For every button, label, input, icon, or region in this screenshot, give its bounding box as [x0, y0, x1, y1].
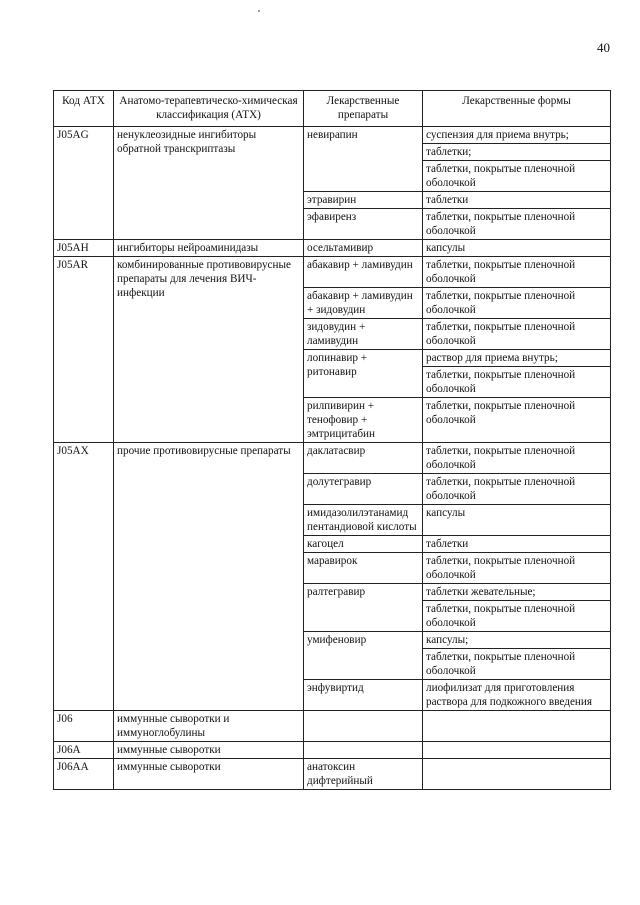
drug-name	[304, 742, 423, 759]
dosage-form: раствор для приема внутрь;	[423, 350, 611, 367]
atx-classification: иммунные сыворотки и иммуноглобулины	[114, 711, 304, 742]
drug-name: лопинавир + ритонавир	[304, 350, 423, 398]
dosage-form: таблетки;	[423, 144, 611, 161]
dosage-form: капсулы	[423, 505, 611, 536]
dosage-form	[423, 759, 611, 790]
atx-code: J06A	[54, 742, 114, 759]
atx-code: J05AR	[54, 257, 114, 443]
drug-name: анатоксин дифтерийный	[304, 759, 423, 790]
dosage-form: таблетки, покрытые пленочной оболочкой	[423, 367, 611, 398]
atx-table	[53, 90, 611, 790]
table-row	[54, 711, 611, 742]
scan-speck	[258, 10, 260, 12]
dosage-form: таблетки, покрытые пленочной оболочкой	[423, 161, 611, 192]
header-code: Код АТХ	[54, 91, 114, 127]
dosage-form: таблетки, покрытые пленочной оболочкой	[423, 209, 611, 240]
table-row	[54, 127, 611, 144]
dosage-form: капсулы;	[423, 632, 611, 649]
dosage-form: таблетки, покрытые пленочной оболочкой	[423, 257, 611, 288]
table-row	[54, 443, 611, 474]
dosage-form: таблетки, покрытые пленочной оболочкой	[423, 553, 611, 584]
header-drugs: Лекарственные препараты	[304, 91, 423, 127]
dosage-form: таблетки, покрытые пленочной оболочкой	[423, 398, 611, 443]
drug-name: невирапин	[304, 127, 423, 192]
dosage-form	[423, 742, 611, 759]
atx-classification: комбинированные противовирусные препараты для лечения ВИЧ-инфекции	[114, 257, 304, 443]
atx-classification: ненуклеозидные ингибиторы обратной транскриптазы	[114, 127, 304, 240]
drug-name: кагоцел	[304, 536, 423, 553]
atx-code: J05AX	[54, 443, 114, 711]
dosage-form: таблетки, покрытые пленочной оболочкой	[423, 601, 611, 632]
atx-code: J05AH	[54, 240, 114, 257]
atx-classification: иммунные сыворотки	[114, 742, 304, 759]
dosage-form: таблетки жевательные;	[423, 584, 611, 601]
drug-name: даклатасвир	[304, 443, 423, 474]
drug-name: абакавир + ламивудин	[304, 257, 423, 288]
drug-name: умифеновир	[304, 632, 423, 680]
dosage-form: таблетки	[423, 192, 611, 209]
dosage-form: таблетки, покрытые пленочной оболочкой	[423, 288, 611, 319]
table-row	[54, 759, 611, 790]
page-number: 40	[597, 40, 610, 55]
drug-name: зидовудин + ламивудин	[304, 319, 423, 350]
table-header-row	[54, 91, 611, 127]
dosage-form: лиофилизат для приготовления раствора для подкожного введения	[423, 680, 611, 711]
drug-name: ралтегравир	[304, 584, 423, 632]
dosage-form: суспензия для приема внутрь;	[423, 127, 611, 144]
drug-name: имидазолилэтанамид пентандиовой кислоты	[304, 505, 423, 536]
table-row	[54, 240, 611, 257]
drug-name: этравирин	[304, 192, 423, 209]
dosage-form: таблетки	[423, 536, 611, 553]
dosage-form: таблетки, покрытые пленочной оболочкой	[423, 443, 611, 474]
dosage-form: таблетки, покрытые пленочной оболочкой	[423, 319, 611, 350]
dosage-form: таблетки, покрытые пленочной оболочкой	[423, 474, 611, 505]
atx-code: J05AG	[54, 127, 114, 240]
atx-classification: иммунные сыворотки	[114, 759, 304, 790]
dosage-form	[423, 711, 611, 742]
drug-name: долутегравир	[304, 474, 423, 505]
drug-name: абакавир + ламивудин + зидовудин	[304, 288, 423, 319]
dosage-form: капсулы	[423, 240, 611, 257]
atx-classification: прочие противовирусные препараты	[114, 443, 304, 711]
drug-name	[304, 711, 423, 742]
drug-name: эфавиренз	[304, 209, 423, 240]
header-classification: Анатомо-терапевтическо-химическая классификация (АТХ)	[114, 91, 304, 127]
header-forms: Лекарственные формы	[423, 91, 611, 127]
atx-code: J06	[54, 711, 114, 742]
dosage-form: таблетки, покрытые пленочной оболочкой	[423, 649, 611, 680]
drug-name: энфувиртид	[304, 680, 423, 711]
atx-classification: ингибиторы нейроаминидазы	[114, 240, 304, 257]
drug-name: маравирок	[304, 553, 423, 584]
atx-code: J06AA	[54, 759, 114, 790]
table-row	[54, 742, 611, 759]
drug-name: осельтамивир	[304, 240, 423, 257]
drug-name: рилпивирин + тенофовир + эмтрицитабин	[304, 398, 423, 443]
table-row	[54, 257, 611, 288]
